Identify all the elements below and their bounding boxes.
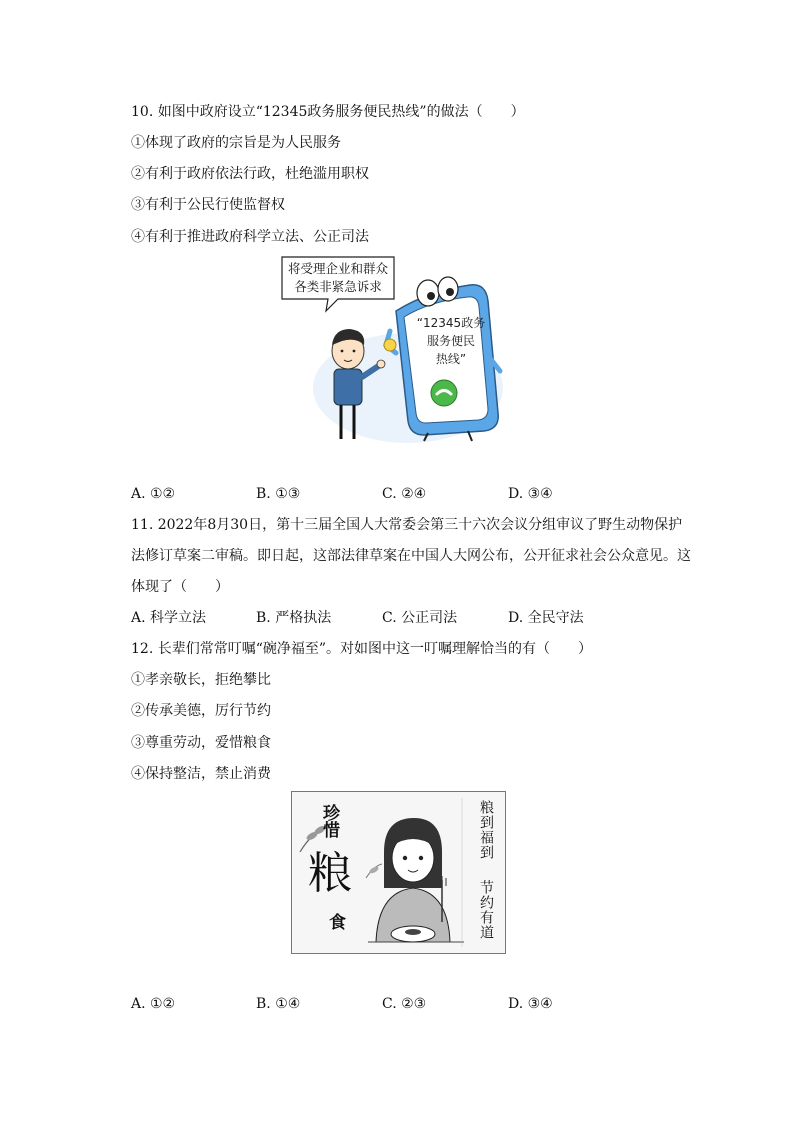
phone-label-line-2: 服务便民 <box>426 334 475 348</box>
q12-item-3: ③尊重劳动，爱惜粮食 <box>131 735 271 751</box>
q12-option-c: C. ②③ <box>382 996 427 1012</box>
phone-label-line-3: 热线” <box>435 352 467 366</box>
q11-option-c: C. 公正司法 <box>382 610 458 626</box>
q10-item-2: ②有利于政府依法行政，杜绝滥用职权 <box>131 166 369 182</box>
q10-item-3: ③有利于公民行使监督权 <box>131 197 285 213</box>
q10-option-a: A. ①② <box>131 486 176 502</box>
q11-stem: 11. 2022年8月30日，第十三届全国人大常委会第三十六次会议分组审议了野生动物保护法修订草案二审稿。即日起，这部法律草案在中国人大网公布，公开征求社会公众意见。这体现了（ ） <box>131 517 691 595</box>
poster-right-column-1: 粮到福到 <box>478 800 494 860</box>
q12-option-d: D. ③④ <box>508 996 553 1012</box>
q10-option-c: C. ②④ <box>382 486 427 502</box>
q10-stem: 10. 如图中政府设立“12345政务服务便民热线”的做法（ ） <box>131 104 525 120</box>
q11-option-a: A. 科学立法 <box>131 610 207 626</box>
q12-item-2: ②传承美德，厉行节约 <box>131 703 271 719</box>
q10-option-d: D. ③④ <box>508 486 553 502</box>
q10-item-4: ④有利于推进政府科学立法、公正司法 <box>131 229 369 245</box>
q12-stem: 12. 长辈们常常叮嘱“碗净福至”。对如图中这一叮嘱理解恰当的有（ ） <box>131 641 593 657</box>
q12-item-4: ④保持整洁，禁止消费 <box>131 766 271 782</box>
q12-item-1: ①孝亲敬长，拒绝攀比 <box>131 672 271 688</box>
q12-option-a: A. ①② <box>131 996 176 1012</box>
poster-cherish-text: 珍惜 <box>319 804 339 838</box>
q11-option-b: B. 严格执法 <box>256 610 332 626</box>
poster-grain-character: 粮 <box>308 848 352 899</box>
q11-option-d: D. 全民守法 <box>508 610 584 626</box>
phone-label-line-1: “12345政务 <box>416 316 486 330</box>
q12-option-b: B. ①④ <box>256 996 301 1012</box>
q10-item-1: ①体现了政府的宗旨是为人民服务 <box>131 135 341 151</box>
speech-bubble-line-1: 将受理企业和群众 <box>287 261 388 276</box>
q10-option-b: B. ①③ <box>256 486 301 502</box>
hotline-cartoon-figure <box>278 253 512 443</box>
speech-bubble-line-2: 各类非紧急诉求 <box>294 279 382 294</box>
poster-food-text: 食 <box>329 913 346 933</box>
cherish-food-poster-figure <box>291 791 506 954</box>
poster-right-column-2: 节约有道 <box>478 880 494 940</box>
